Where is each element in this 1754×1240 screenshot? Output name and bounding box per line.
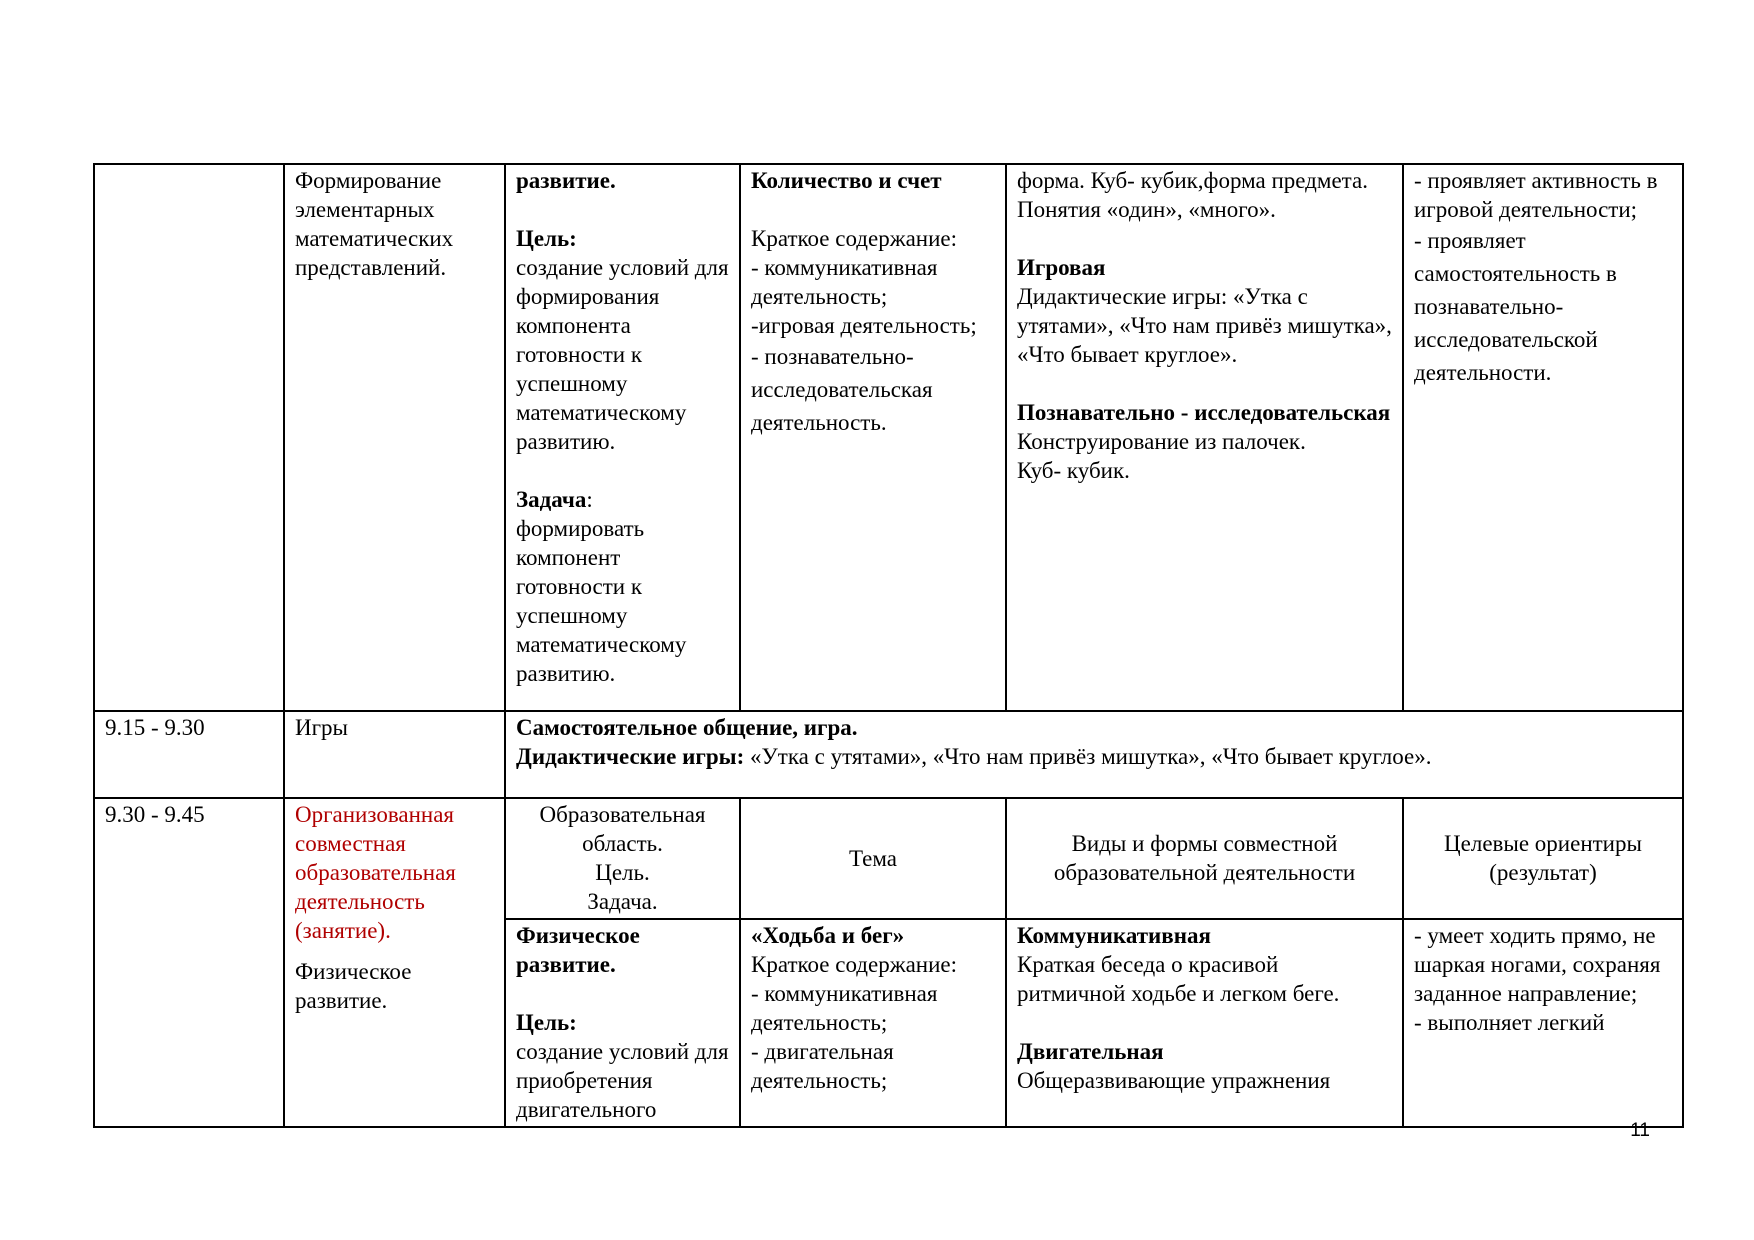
goal-label: Цель: [516, 1010, 577, 1035]
result-item: - проявляет активность в игровой деятельности; [1414, 168, 1658, 222]
time-text: 9.30 - 9.45 [105, 802, 205, 827]
results-cell [1403, 919, 1683, 1127]
area-title: Физическое развитие. [516, 923, 640, 977]
row-math [94, 164, 1683, 711]
activity-title: Организованная совместная образовательная деятельность (занятие). [295, 802, 456, 943]
summary-item: - двигательная деятельность; [751, 1039, 894, 1093]
time-cell [94, 711, 284, 798]
comm-text: Краткая беседа о красивой ритмичной ходьбе и легком беге. [1017, 952, 1340, 1006]
summary-item: - коммуникативная деятельность; [751, 981, 938, 1035]
game-text: Дидактические игры: «Утка с утятами», «Что нам привёз мишутка», «Что бывает круглое». [1017, 284, 1392, 367]
games-text: «Утка с утятами», «Что нам привёз мишутка», «Что бывает круглое». [744, 744, 1432, 769]
activity-cell [284, 164, 505, 711]
forms-cell [1006, 164, 1403, 711]
area-title: развитие. [516, 168, 616, 193]
task-heading: Задача: [516, 487, 593, 512]
schedule-table [93, 163, 1684, 1128]
activity-sub: Физическое развитие. [295, 959, 412, 1013]
header-results: Целевые ориентиры (результат) [1403, 798, 1683, 919]
theme-title: «Ходьба и бег» [751, 923, 905, 948]
header-theme: Тема [740, 798, 1006, 919]
games-cell [505, 711, 1683, 798]
task-text: формировать компонент готовности к успешному математическому развитию. [516, 516, 687, 686]
motor-label: Двигательная [1017, 1039, 1164, 1064]
games-label: Дидактические игры: [516, 744, 745, 769]
activity-cell [284, 711, 505, 798]
time-text: 9.15 - 9.30 [105, 715, 205, 740]
cog-text: Куб- кубик. [1017, 458, 1130, 483]
game-label: Игровая [1017, 255, 1106, 280]
activity-cell [284, 798, 505, 1127]
cog-text: Конструирование из палочек. [1017, 429, 1306, 454]
summary-label: Краткое содержание: [751, 952, 958, 977]
summary-item: - познавательно-исследовательская деятельность. [751, 344, 933, 435]
comm-label: Коммуникативная [1017, 923, 1211, 948]
header-forms: Виды и формы совместной образовательной деятельности [1006, 798, 1403, 919]
summary-item: - коммуникативная деятельность; [751, 255, 938, 309]
header-area: Образовательная область. Цель. Задача. [505, 798, 740, 919]
task-label: Задача [516, 487, 587, 512]
area-cell [505, 164, 740, 711]
goal-label: Цель: [516, 226, 577, 251]
summary-label: Краткое содержание: [751, 226, 958, 251]
forms-cell [1006, 919, 1403, 1127]
result-item: - умеет ходить прямо, не шаркая ногами, сохраняя заданное направление; [1414, 923, 1661, 1006]
games-line1: Самостоятельное общение, игра. [516, 715, 858, 740]
cog-label: Познавательно - исследовательская [1017, 400, 1391, 425]
theme-title: Количество и счет [751, 168, 942, 193]
area-cell [505, 919, 740, 1127]
row-games [94, 711, 1683, 798]
goal-text: создание условий для формирования компонента готовности к успешному математическому развитию. [516, 255, 729, 454]
games-line2 [516, 742, 1672, 771]
summary-item: -игровая деятельность; [751, 313, 977, 338]
time-cell [94, 164, 284, 711]
motor-text: Общеразвивающие упражнения [1017, 1068, 1331, 1093]
theme-cell [740, 919, 1006, 1127]
forms-intro: Понятия «один», «много». [1017, 197, 1276, 222]
page-number: 11 [1630, 1120, 1650, 1141]
result-item: - выполняет легкий [1414, 1010, 1605, 1035]
row-lesson-header [94, 798, 1683, 919]
time-cell [94, 798, 284, 1127]
activity-text: Игры [295, 715, 348, 740]
theme-cell [740, 164, 1006, 711]
goal-text: создание условий для приобретения двигательного [516, 1039, 729, 1122]
results-cell [1403, 164, 1683, 711]
activity-text: Формирование элементарных математических представлений. [295, 168, 454, 280]
result-item: - проявляет самостоятельность в познавательно-исследовательской деятельности. [1414, 228, 1617, 385]
forms-intro: форма. Куб- кубик,форма предмета. [1017, 168, 1368, 193]
